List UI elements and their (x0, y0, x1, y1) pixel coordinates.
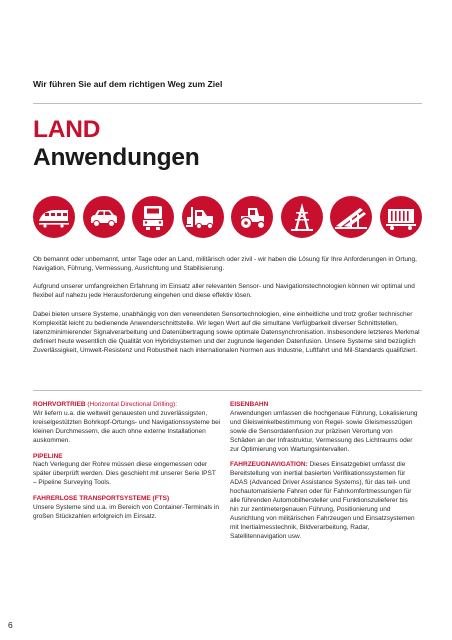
eisenbahn-heading: EISENBAHN (230, 401, 269, 408)
rohrvortrieb-body: Wir liefern u.a. die weltweit genauesten und zuverlässigsten, kreiselgestützten Bohrkopf-Ortungs- und Navigationssysteme bei kleinen Durchmessern, die auch ohne externe Installationen auskommen. (33, 409, 221, 444)
fts-body: Unsere Systeme sind u.a. im Bereich von Container-Terminals in großen Stückzahlen erfolgreich im Einsatz. (33, 504, 220, 520)
fts-heading: FAHRERLOSE TRANSPORTSYSTEME (FTS) (33, 495, 170, 503)
fahrzeugnavigation-section (230, 461, 418, 541)
container-wagon-icon (380, 196, 422, 238)
experience-paragraph: Aufgrund unserer umfangreichen Erfahrung im Einsatz aller relevanten Sensor- und Navigationstechnologien können wir optimal und flexibel auf nahezu jede Herausforderung eingehen und diese effektiv lösen. (33, 283, 415, 299)
truck-icon (132, 196, 174, 238)
intro-paragraph: Ob bemannt oder unbemannt, unter Tage oder an Land, militärisch oder zivil - wir haben die Lösung für Ihre Anforderungen in Ortung, Navigation, Führung, Vermessung, Ausrichtung und Stabilisierung. (33, 256, 417, 272)
rohrvortrieb-heading: ROHRVORTRIEB (33, 401, 86, 408)
conveyor-icon (330, 196, 372, 238)
top-divider (33, 103, 422, 104)
tractor-icon (231, 196, 273, 238)
left-column (33, 401, 221, 529)
pipeline-body: Nach Verlegung der Rohre müssen diese eingemessen oder später überprüft werden. Dies geschieht mit unserer Serie IPST – Pipeline Surveying Tools. (33, 461, 216, 487)
car-icon (83, 196, 125, 238)
rohrvortrieb-heading-suffix: (Horizontal Directional Drilling): (85, 401, 177, 408)
systems-paragraph: Dabei bieten unsere Systeme, unabhängig von den verwendeten Sensortechnologien, eine einheitliche und trotz großer technischer Komplexität leicht zu bedienende Anwenderschnittstelle. Wir legen Wert auf die simultane Verfügbarkeit diverser Schnittstellen, latenzminimierender Signalverarbeitung und Datenübertragung sowie optimale Datensynchronisation. Insbesondere letzteres Merkmal definiert heute wesentlich die Qualität von Hybridsystemen und der zugrunde liegenden Datenfusion. Unsere Systeme sind bezüglich Zuverlässigkeit, Umwelt-Resistenz und Robustheit nach internationalen Normen aus Industrie, Luftfahrt und Mil-Standards qualifiziert. (33, 311, 420, 354)
title-line-land: LAND (33, 116, 101, 143)
application-icons (33, 196, 422, 238)
forklift-icon (182, 196, 224, 238)
pipeline-section (33, 453, 221, 489)
train-icon (33, 196, 75, 238)
title-line-anwendungen: Anwendungen (33, 144, 200, 171)
eisenbahn-body: Anwendungen umfassen die hochgenaue Führung, Lokalisierung und Gleiswinkelbestimmung von Regel- sowie Gleismesszügen sowie die Sensordatenfusion zur präzisen Verortung von Schäden an der Infrastruktur, Vermessung des Lichtraums oder zur Optimierung von Wartungsintervallen. (230, 409, 418, 453)
rohrvortrieb-section (33, 401, 221, 446)
tagline: Wir führen Sie auf dem richtigen Weg zum Ziel (33, 79, 223, 89)
eisenbahn-section (230, 401, 418, 454)
fahrzeugnavigation-body: Dieses Einsatzgebiet umfasst die Bereitstellung von inertial basierten Verifikationssystemen für ADAS (Advanced Driver Assistance Systems), für das teil- und hochautomatisierte Fahren oder für Fahrkomfortmessungen für alle führenden Automobilhersteller und Funktionszulieferer bis hin zur zentimetergenauen Führung, Positionierung und Ausrichtung von militärischen Fahrzeugen und Einsatzsystemen mit Inertialmesstechnik, Bildverarbeitung, Radar, Satellitennavigation usw. (230, 461, 415, 540)
section-divider (33, 390, 422, 391)
page-number: 6 (8, 620, 13, 630)
drilling-rig-icon (281, 196, 323, 238)
fahrzeugnavigation-heading: FAHRZEUGNAVIGATION: (230, 461, 308, 469)
pipeline-heading: PIPELINE (33, 452, 63, 460)
right-column (230, 401, 418, 542)
fts-section (33, 495, 221, 522)
page-title (33, 116, 200, 172)
